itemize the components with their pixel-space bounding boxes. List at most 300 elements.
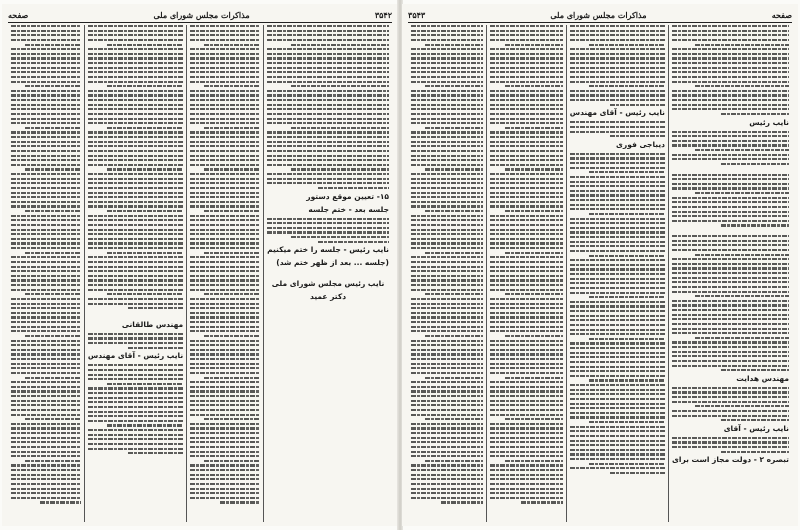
text-line: [411, 427, 483, 429]
text-line: [11, 224, 81, 226]
text-line: [672, 30, 789, 32]
text-line: [190, 381, 260, 383]
text-line: [190, 71, 260, 73]
text-line: [88, 378, 183, 380]
text-line: [411, 215, 483, 217]
text-line: [88, 118, 183, 120]
text-line: [490, 469, 562, 471]
text-line: [672, 351, 789, 353]
text-line: [672, 71, 789, 73]
text-line: [411, 358, 483, 360]
text-line: [490, 247, 562, 249]
text-line: [411, 238, 483, 240]
text-line: [88, 266, 183, 268]
text-line: [672, 263, 789, 265]
text-line: [490, 118, 562, 120]
text-line: [11, 316, 81, 318]
text-line: [490, 353, 562, 355]
text-line: [411, 94, 483, 96]
text-line: [190, 192, 260, 194]
text-line: [490, 62, 562, 64]
text-line: [318, 241, 389, 243]
text-line: [88, 187, 183, 189]
text-line: [267, 178, 389, 180]
text-line: [267, 155, 389, 157]
text-line: [490, 423, 562, 425]
text-line: [570, 231, 665, 233]
text-line: [11, 104, 81, 106]
text-line: [411, 344, 483, 346]
text-line: [672, 323, 789, 325]
text-line: [411, 469, 483, 471]
text-line: [589, 338, 665, 340]
text-line: [570, 53, 665, 55]
text-line: [610, 135, 665, 137]
text-line: [490, 464, 562, 466]
text-line: [204, 85, 260, 87]
text-line: [25, 377, 81, 379]
text-line: [190, 136, 260, 138]
text-line: [190, 39, 260, 41]
text-line: [88, 76, 183, 78]
text-line: [411, 353, 483, 355]
text-line: [267, 122, 389, 124]
text-line: [88, 438, 183, 440]
text-line: [267, 227, 389, 229]
right-col-3: [487, 25, 566, 522]
text-line: [11, 432, 81, 434]
text-line: [190, 196, 260, 198]
text-line: [490, 307, 562, 309]
text-line: [11, 229, 81, 231]
text-line: [190, 201, 260, 203]
text-line: [490, 316, 562, 318]
text-line: [190, 414, 260, 416]
text-line: [411, 136, 483, 138]
text-line: [570, 352, 665, 354]
text-line: [570, 416, 665, 418]
text-line: [441, 501, 483, 503]
text-line: [570, 398, 665, 400]
text-line: [190, 307, 260, 309]
text-line: [204, 460, 260, 462]
text-line: [25, 168, 81, 170]
text-line: [570, 329, 665, 331]
text-line: [411, 25, 483, 27]
text-line: [490, 330, 562, 332]
text-line: [88, 224, 183, 226]
text-line: [672, 341, 789, 343]
text-line: [411, 247, 483, 249]
text-line: [267, 231, 389, 233]
text-line: [25, 293, 81, 295]
text-line: [411, 455, 483, 457]
text-line: [695, 254, 789, 256]
text-line: [425, 44, 483, 46]
text-line: [672, 314, 789, 316]
text-line: [11, 488, 81, 490]
left-col-1: [264, 25, 392, 522]
text-line: [11, 474, 81, 476]
text-line: [11, 34, 81, 36]
text-line: [190, 367, 260, 369]
text-line: [190, 497, 260, 499]
text-line: [490, 76, 562, 78]
text-line: [267, 81, 389, 83]
text-line: [220, 501, 261, 503]
text-line: [411, 307, 483, 309]
text-line: [267, 99, 389, 101]
text-line: [11, 427, 81, 429]
text-line: [425, 377, 483, 379]
text-line: [190, 150, 260, 152]
text-line: [25, 418, 81, 420]
text-line: [411, 303, 483, 305]
text-line: [107, 383, 183, 385]
text-line: [190, 492, 260, 494]
text-line: [490, 303, 562, 305]
text-line: [11, 358, 81, 360]
text-line: [490, 238, 562, 240]
text-line: [291, 44, 389, 46]
text-line: [88, 298, 183, 300]
text-line: [411, 141, 483, 143]
text-line: [411, 164, 483, 166]
text-line: [570, 39, 665, 41]
text-line: [190, 113, 260, 115]
text-line: [267, 39, 389, 41]
text-line: [570, 361, 665, 363]
text-line: [11, 99, 81, 101]
text-line: [570, 71, 665, 73]
text-line: [11, 90, 81, 92]
text-line: [490, 478, 562, 480]
text-line: [11, 284, 81, 286]
text-line: [570, 99, 665, 101]
text-line: [490, 122, 562, 124]
text-line: [570, 453, 665, 455]
text-line: [672, 154, 789, 156]
text-line: [570, 126, 665, 128]
text-line: [88, 397, 183, 399]
text-line: [107, 210, 183, 212]
text-line: [88, 406, 183, 408]
text-line: [490, 136, 562, 138]
text-line: [11, 441, 81, 443]
text-line: [570, 176, 665, 178]
text-line: [490, 266, 562, 268]
text-line: [411, 113, 483, 115]
text-line: [490, 340, 562, 342]
text-line: [695, 149, 789, 151]
text-line: [672, 249, 789, 251]
text-line: [672, 365, 789, 367]
text-line: [672, 235, 789, 237]
text-line: [490, 150, 562, 152]
text-line: [190, 108, 260, 110]
text-line: [88, 141, 183, 143]
text-line: [721, 113, 789, 115]
text-line: [88, 256, 183, 258]
text-line: [11, 330, 81, 332]
engineer-speaker-heading: مهندس طالقانی: [121, 319, 184, 329]
text-line: [672, 304, 789, 306]
text-line: [25, 44, 81, 46]
text-line: [190, 215, 260, 217]
text-line: [490, 229, 562, 231]
text-line: [570, 268, 665, 270]
text-line: [11, 205, 81, 207]
text-line: [490, 344, 562, 346]
text-line: [190, 256, 260, 258]
text-line: [88, 94, 183, 96]
text-line: [672, 187, 789, 189]
text-line: [411, 367, 483, 369]
text-line: [672, 281, 789, 283]
text-line: [411, 321, 483, 323]
text-line: [88, 448, 183, 450]
text-line: [88, 275, 183, 277]
text-line: [88, 104, 183, 106]
text-line: [570, 407, 665, 409]
text-line: [411, 242, 483, 244]
text-line: [425, 210, 483, 212]
text-line: [190, 187, 260, 189]
text-line: [11, 469, 81, 471]
text-line: [505, 252, 563, 254]
text-line: [490, 298, 562, 300]
text-line: [40, 501, 81, 503]
text-line: [88, 270, 183, 272]
text-line: [88, 242, 183, 244]
left-col-3: [85, 25, 187, 522]
text-line: [672, 240, 789, 242]
text-line: [88, 62, 183, 64]
text-line: [11, 136, 81, 138]
text-line: [490, 437, 562, 439]
text-line: [411, 201, 483, 203]
text-line: [267, 141, 389, 143]
text-line: [204, 44, 260, 46]
text-line: [490, 53, 562, 55]
text-line: [490, 104, 562, 106]
text-line: [570, 199, 665, 201]
text-line: [490, 39, 562, 41]
text-line: [490, 71, 562, 73]
text-line: [490, 312, 562, 314]
text-line: [204, 210, 260, 212]
text-line: [11, 321, 81, 323]
text-line: [570, 458, 665, 460]
text-line: [267, 30, 389, 32]
text-line: [589, 44, 665, 46]
text-line: [190, 349, 260, 351]
text-line: [88, 81, 183, 83]
text-line: [672, 201, 789, 203]
text-line: [11, 478, 81, 480]
text-line: [411, 326, 483, 328]
text-line: [88, 155, 183, 157]
text-line: [505, 44, 563, 46]
text-line: [490, 113, 562, 115]
text-line: [267, 173, 389, 175]
text-line: [88, 182, 183, 184]
text-line: [672, 410, 789, 412]
text-line: [190, 48, 260, 50]
text-line: [190, 395, 260, 397]
text-line: [411, 219, 483, 221]
text-line: [570, 48, 665, 50]
right-col-1: [669, 25, 792, 522]
text-line: [425, 293, 483, 295]
text-line: [11, 349, 81, 351]
text-line: [11, 76, 81, 78]
signature-title: نایب رئیس مجلس شورای ملی: [271, 279, 385, 289]
text-line: [190, 474, 260, 476]
text-line: [411, 57, 483, 59]
text-line: [190, 62, 260, 64]
text-line: [490, 224, 562, 226]
text-line: [190, 122, 260, 124]
text-line: [570, 30, 665, 32]
text-line: [411, 187, 483, 189]
text-line: [88, 113, 183, 115]
text-line: [490, 289, 562, 291]
text-line: [411, 284, 483, 286]
text-line: [88, 34, 183, 36]
text-line: [204, 168, 260, 170]
text-line: [672, 25, 789, 27]
text-line: [672, 401, 789, 403]
text-line: [11, 150, 81, 152]
text-line: [11, 451, 81, 453]
text-line: [107, 168, 183, 170]
right-col-4: [408, 25, 487, 522]
text-line: [11, 372, 81, 374]
text-line: [672, 67, 789, 69]
text-line: [88, 289, 183, 291]
text-line: [25, 85, 81, 87]
text-line: [190, 247, 260, 249]
text-line: [672, 53, 789, 55]
text-line: [411, 363, 483, 365]
text-line: [267, 136, 389, 138]
text-line: [411, 30, 483, 32]
text-line: [411, 229, 483, 231]
right-page-header: [408, 8, 792, 23]
text-line: [88, 247, 183, 249]
text-line: [190, 164, 260, 166]
text-line: [589, 213, 665, 215]
text-line: [11, 381, 81, 383]
text-line: [11, 187, 81, 189]
text-line: [190, 469, 260, 471]
text-line: [11, 344, 81, 346]
right-speaker-1: دیباجی فوری: [616, 139, 665, 149]
text-line: [570, 185, 665, 187]
text-line: [570, 444, 665, 446]
text-line: [672, 158, 789, 160]
text-line: [490, 414, 562, 416]
text-line: [570, 204, 665, 206]
text-line: [411, 441, 483, 443]
text-line: [190, 404, 260, 406]
text-line: [570, 305, 665, 307]
text-line: [505, 210, 563, 212]
text-line: [490, 155, 562, 157]
right-speaker-3: نایب رئیس - آقای: [723, 423, 789, 433]
text-line: [11, 242, 81, 244]
text-line: [11, 25, 81, 27]
text-line: [695, 337, 789, 339]
session-end-note: (جلسه ... بعد از ظهر ختم شد): [276, 258, 389, 268]
text-line: [11, 113, 81, 115]
text-line: [411, 488, 483, 490]
text-line: [570, 310, 665, 312]
text-line: [88, 90, 183, 92]
text-line: [411, 372, 483, 374]
text-line: [190, 390, 260, 392]
text-line: [570, 264, 665, 266]
text-line: [11, 298, 81, 300]
text-line: [11, 492, 81, 494]
text-line: [490, 386, 562, 388]
text-line: [411, 340, 483, 342]
text-line: [88, 39, 183, 41]
text-line: [672, 140, 789, 142]
text-line: [570, 412, 665, 414]
text-line: [11, 118, 81, 120]
text-line: [11, 67, 81, 69]
text-line: [411, 330, 483, 332]
left-section-label: صفحه: [8, 10, 29, 20]
text-line: [88, 261, 183, 263]
text-line: [570, 76, 665, 78]
text-line: [490, 488, 562, 490]
text-line: [570, 333, 665, 335]
text-line: [107, 252, 183, 254]
text-line: [570, 227, 665, 229]
text-line: [411, 279, 483, 281]
text-line: [267, 118, 389, 120]
text-line: [190, 34, 260, 36]
text-line: [411, 182, 483, 184]
text-line: [490, 427, 562, 429]
text-line: [490, 446, 562, 448]
text-line: [190, 437, 260, 439]
text-line: [425, 85, 483, 87]
text-line: [490, 409, 562, 411]
text-line: [190, 330, 260, 332]
text-line: [190, 279, 260, 281]
text-line: [190, 303, 260, 305]
right-vice-chair-1: نایب رئیس: [749, 117, 789, 127]
text-line: [570, 273, 665, 275]
text-line: [267, 34, 389, 36]
text-line: [190, 224, 260, 226]
text-line: [267, 145, 389, 147]
text-line: [490, 275, 562, 277]
text-line: [505, 460, 563, 462]
text-line: [88, 30, 183, 32]
text-line: [411, 478, 483, 480]
text-line: [570, 403, 665, 405]
text-line: [267, 113, 389, 115]
left-page-header: [8, 8, 392, 23]
text-line: [267, 71, 389, 73]
text-line: [88, 279, 183, 281]
text-line: [190, 131, 260, 133]
